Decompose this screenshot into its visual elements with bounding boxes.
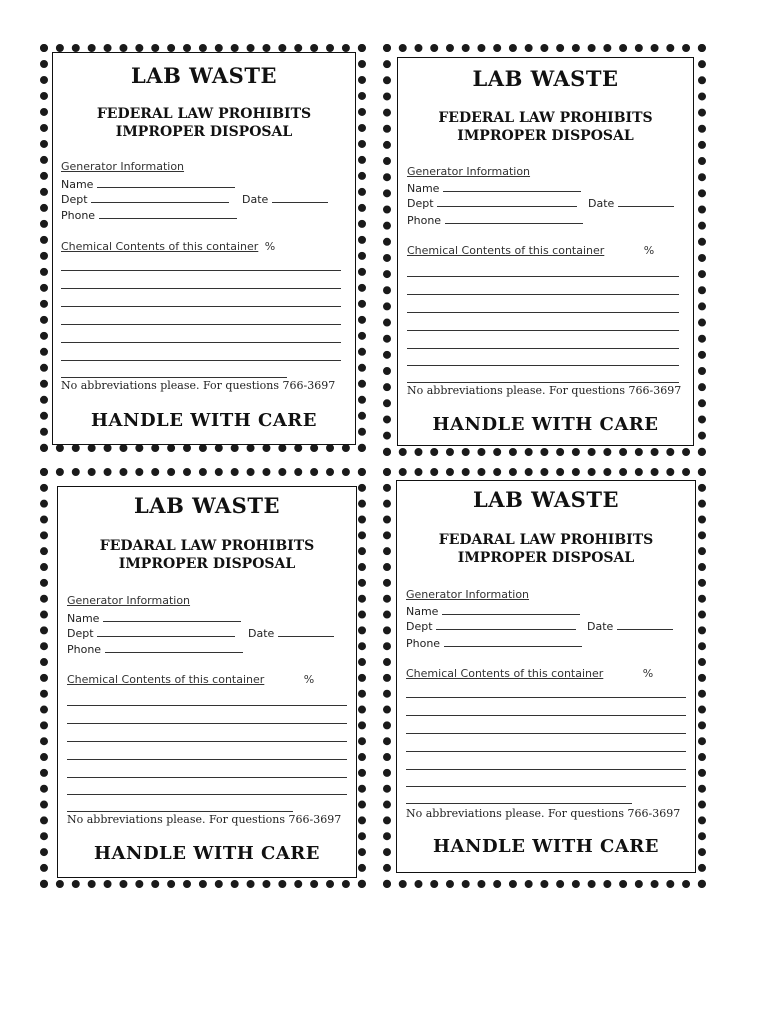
date-field[interactable]: [587, 619, 673, 633]
label-title: LAB WASTE: [472, 66, 619, 91]
dept-field[interactable]: [67, 626, 235, 640]
chemical-entry-line[interactable]: [61, 270, 341, 271]
warning-line-1: FEDARAL LAW PROHIBITS: [438, 532, 654, 548]
warning-line-2: IMPROPER DISPOSAL: [457, 128, 634, 144]
lab-waste-label-1: [52, 52, 356, 445]
name-field[interactable]: [61, 177, 235, 191]
phone-field[interactable]: [67, 642, 243, 656]
chemical-entry-line[interactable]: [67, 777, 347, 778]
phone-label: Phone: [61, 209, 96, 222]
chemical-entry-line[interactable]: [406, 786, 686, 787]
chemical-entry-line[interactable]: [67, 741, 347, 742]
date-field[interactable]: [242, 192, 328, 206]
name-label: Name: [407, 182, 440, 195]
chemical-contents-heading: Chemical Contents of this container %: [67, 673, 315, 686]
handle-with-care-text: HANDLE WITH CARE: [433, 836, 659, 857]
chemical-entry-line[interactable]: [67, 705, 347, 706]
percent-label: %: [642, 667, 654, 680]
chemical-entry-line[interactable]: [406, 751, 686, 752]
chemical-entry-line[interactable]: [61, 377, 287, 378]
chemical-entry-line[interactable]: [406, 733, 686, 734]
handle-with-care-text: HANDLE WITH CARE: [432, 414, 659, 435]
warning-line-2: IMPROPER DISPOSAL: [457, 550, 635, 566]
chemical-entry-line[interactable]: [407, 348, 679, 349]
lab-waste-label-3: [57, 486, 357, 878]
date-label: Date: [248, 627, 275, 640]
chemical-entry-line[interactable]: [407, 382, 679, 383]
date-field[interactable]: [248, 626, 334, 640]
dept-label: Dept: [406, 620, 433, 633]
phone-field[interactable]: [61, 208, 237, 222]
chemical-entry-line[interactable]: [407, 365, 679, 366]
abbreviation-note: No abbreviations please. For questions 766-3697: [407, 384, 682, 397]
chemical-entry-line[interactable]: [67, 794, 347, 795]
chemical-entry-line[interactable]: [406, 803, 632, 804]
chemical-entry-line[interactable]: [61, 360, 341, 361]
phone-field[interactable]: [407, 213, 583, 227]
chemical-entry-line[interactable]: [67, 723, 347, 724]
generator-info-heading: Generator Information: [67, 594, 191, 607]
dept-field[interactable]: [61, 192, 229, 206]
chemical-entry-line[interactable]: [407, 312, 679, 313]
dept-label: Dept: [407, 197, 434, 210]
label-title: LAB WASTE: [473, 487, 619, 512]
handle-with-care-text: HANDLE WITH CARE: [91, 410, 317, 431]
dept-label: Dept: [61, 193, 88, 206]
phone-label: Phone: [406, 637, 441, 650]
generator-info-heading: Generator Information: [406, 588, 530, 601]
warning-line-2: IMPROPER DISPOSAL: [118, 556, 296, 572]
percent-label: %: [643, 244, 655, 257]
date-field[interactable]: [588, 196, 674, 210]
phone-label: Phone: [407, 214, 442, 227]
phone-field[interactable]: [406, 636, 582, 650]
warning-line-1: FEDERAL LAW PROHIBITS: [438, 110, 653, 126]
chemical-entry-line[interactable]: [61, 324, 341, 325]
abbreviation-note: No abbreviations please. For questions 766-3697: [61, 379, 336, 392]
percent-label: %: [303, 673, 315, 686]
chemical-contents-heading: Chemical Contents of this container %: [407, 244, 655, 257]
name-field[interactable]: [406, 604, 580, 618]
name-label: Name: [406, 605, 439, 618]
dept-label: Dept: [67, 627, 94, 640]
generator-info-heading: Generator Information: [61, 160, 185, 173]
name-label: Name: [67, 612, 100, 625]
chemical-entry-line[interactable]: [407, 276, 679, 277]
lab-waste-label-4: [396, 480, 696, 873]
name-label: Name: [61, 178, 94, 191]
chemical-entry-line[interactable]: [61, 288, 341, 289]
chemical-entry-line[interactable]: [406, 769, 686, 770]
warning-line-1: FEDERAL LAW PROHIBITS: [96, 106, 312, 122]
label-title: LAB WASTE: [134, 493, 280, 518]
abbreviation-note: No abbreviations please. For questions 766-3697: [67, 813, 342, 826]
warning-line-2: IMPROPER DISPOSAL: [115, 124, 293, 140]
name-field[interactable]: [407, 181, 581, 195]
lab-waste-label-2: [397, 57, 694, 446]
phone-label: Phone: [67, 643, 102, 656]
chemical-entry-line[interactable]: [61, 306, 341, 307]
generator-info-heading: Generator Information: [407, 165, 531, 178]
chemical-entry-line[interactable]: [406, 715, 686, 716]
chemical-entry-line[interactable]: [407, 294, 679, 295]
percent-label: %: [264, 240, 276, 253]
abbreviation-note: No abbreviations please. For questions 766-3697: [406, 807, 681, 820]
chemical-contents-heading: Chemical Contents of this container %: [61, 240, 276, 253]
date-label: Date: [588, 197, 615, 210]
chemical-contents-heading: Chemical Contents of this container %: [406, 667, 654, 680]
name-field[interactable]: [67, 611, 241, 625]
chemical-entry-line[interactable]: [67, 811, 293, 812]
chemical-entry-line[interactable]: [407, 330, 679, 331]
dept-field[interactable]: [407, 196, 577, 210]
chemical-entry-line[interactable]: [61, 342, 341, 343]
warning-line-1: FEDARAL LAW PROHIBITS: [99, 538, 315, 554]
label-title: LAB WASTE: [131, 63, 277, 88]
date-label: Date: [587, 620, 614, 633]
chemical-entry-line[interactable]: [406, 697, 686, 698]
handle-with-care-text: HANDLE WITH CARE: [94, 843, 320, 864]
date-label: Date: [242, 193, 269, 206]
dept-field[interactable]: [406, 619, 576, 633]
chemical-entry-line[interactable]: [67, 759, 347, 760]
